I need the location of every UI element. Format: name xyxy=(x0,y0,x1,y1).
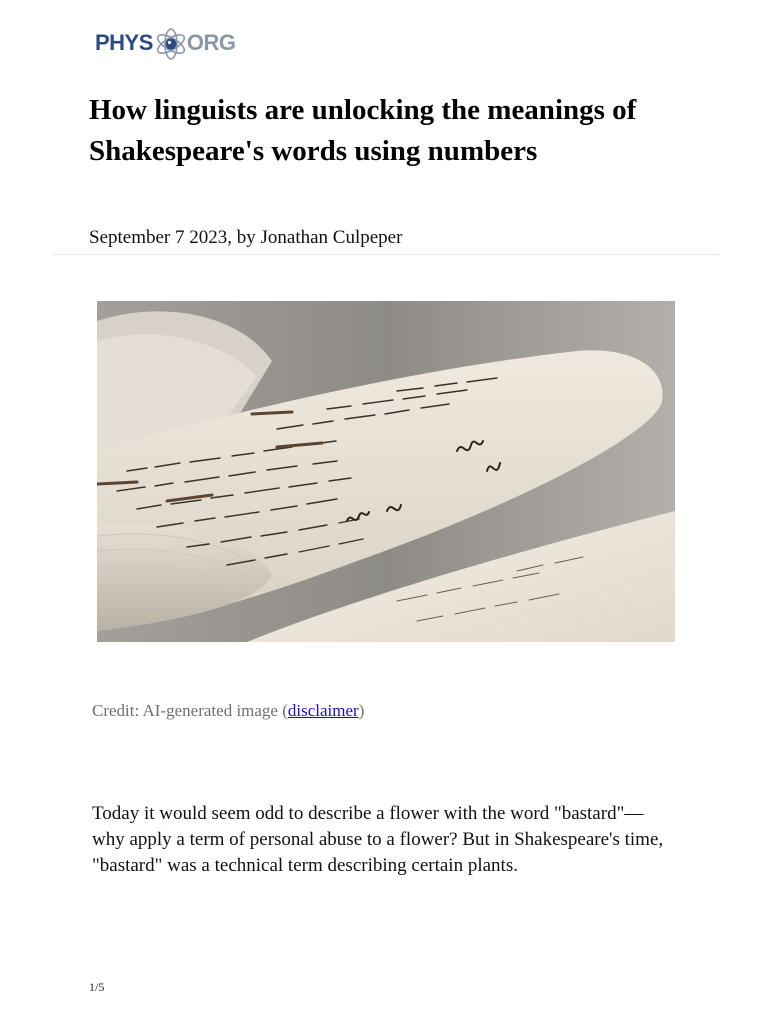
caption-suffix: ) xyxy=(358,701,365,720)
header-divider xyxy=(53,254,719,255)
site-logo[interactable] xyxy=(95,22,235,64)
article-title: How linguists are unlocking the meanings of Shakespeare's words using numbers xyxy=(89,94,637,167)
article-image xyxy=(97,301,675,642)
logo-org-text: ORG xyxy=(186,30,236,55)
caption-prefix: Credit: AI-generated image ( xyxy=(92,701,288,720)
page-number: 1/5 xyxy=(89,980,105,994)
atom-icon xyxy=(154,25,188,63)
logo-phys-text: PHYS xyxy=(95,30,153,55)
disclaimer-link[interactable]: disclaimer xyxy=(287,701,359,720)
image-caption xyxy=(92,700,364,722)
article-byline: September 7 2023, by Jonathan Culpeper xyxy=(89,227,403,248)
article-paragraph: Today it would seem odd to describe a flower with the word "bastard"—why apply a term of personal abuse to a flower? But in Shakespeare's time, "bastard" was a technical term describing certain plants. xyxy=(92,803,664,876)
